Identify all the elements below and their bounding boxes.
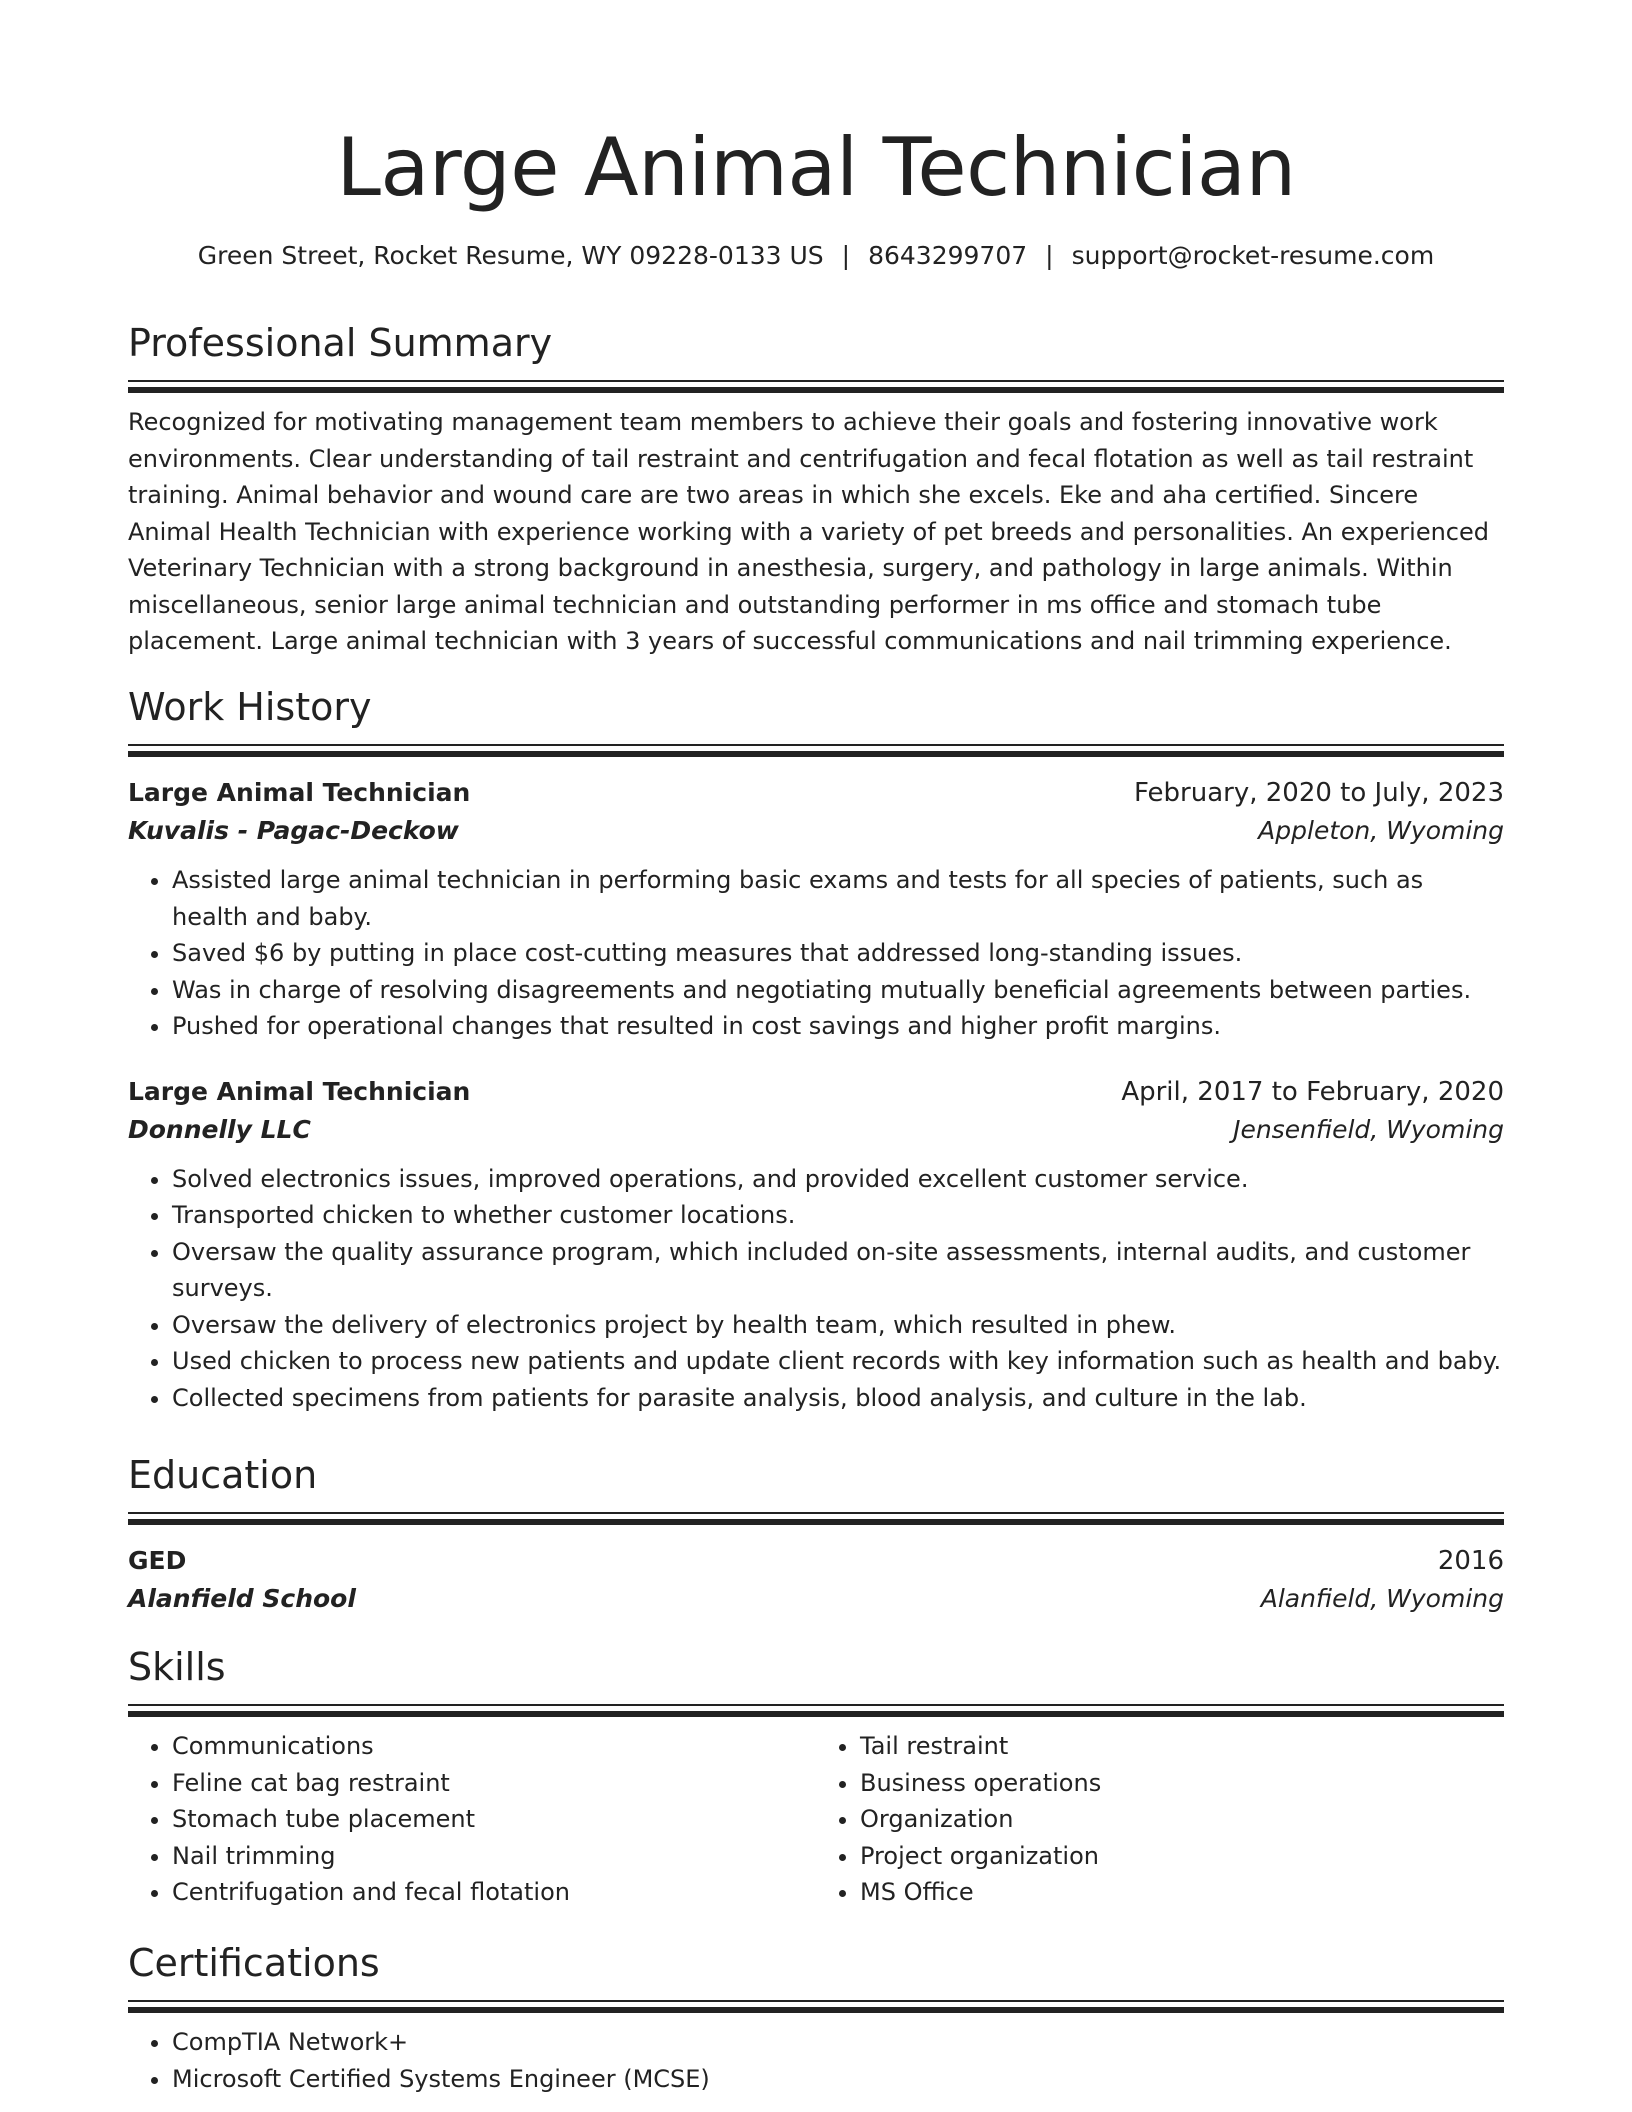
resume-name: Large Animal Technician bbox=[336, 121, 1296, 214]
section-heading-summary: Professional Summary bbox=[128, 321, 553, 365]
contact-separator: | bbox=[841, 241, 851, 270]
contact-phone: 8643299707 bbox=[868, 241, 1028, 270]
job-company: Kuvalis - Pagac-Deckow bbox=[128, 816, 459, 845]
list-item: • Solved electronics issues, improved operations, and provided excellent customer service. bbox=[172, 1161, 1504, 1198]
education-location: Alanfield, Wyoming bbox=[1260, 1584, 1504, 1613]
list-item: • Assisted large animal technician in performing basic exams and tests for all species of patients, such as health and baby. bbox=[172, 862, 1504, 935]
job-title: Large Animal Technician bbox=[128, 1076, 471, 1106]
list-item: • Pushed for operational changes that resulted in cost savings and higher profit margins. bbox=[172, 1008, 1504, 1045]
list-item: • CompTIA Network+ bbox=[172, 2024, 1504, 2061]
section-heading-work-history: Work History bbox=[128, 685, 372, 729]
list-item: • Feline cat bag restraint bbox=[172, 1765, 816, 1802]
education-school: Alanfield School bbox=[128, 1584, 356, 1613]
section-divider bbox=[128, 380, 1504, 394]
job-location: Jensenfield, Wyoming bbox=[1233, 1114, 1504, 1144]
contact-email[interactable]: support@rocket-resume.com bbox=[1071, 241, 1435, 270]
work-history-section bbox=[128, 682, 1504, 1416]
section-divider bbox=[128, 744, 1504, 758]
list-item: • Nail trimming bbox=[172, 1838, 816, 1875]
skills-list-right bbox=[816, 1728, 1504, 1911]
job-location: Appleton, Wyoming bbox=[1258, 816, 1504, 845]
education-year: 2016 bbox=[1437, 1546, 1504, 1576]
list-item: • Microsoft Certified Systems Engineer (MCSE) bbox=[172, 2061, 1504, 2098]
job-bullets bbox=[128, 862, 1504, 1045]
list-item: • Communications bbox=[172, 1728, 816, 1765]
list-item: • Project organization bbox=[860, 1838, 1504, 1875]
job-bullets bbox=[128, 1161, 1504, 1417]
job-dates: April, 2017 to February, 2020 bbox=[1121, 1076, 1504, 1107]
list-item: • Tail restraint bbox=[860, 1728, 1504, 1765]
list-item: • Was in charge of resolving disagreements and negotiating mutually beneficial agreements between parties. bbox=[172, 972, 1504, 1009]
list-item: • Organization bbox=[860, 1801, 1504, 1838]
job-company: Donnelly LLC bbox=[128, 1114, 311, 1144]
job-title: Large Animal Technician bbox=[128, 778, 471, 807]
job-dates: February, 2020 to July, 2023 bbox=[1134, 778, 1504, 808]
list-item: • Centrifugation and fecal flotation bbox=[172, 1874, 816, 1911]
education-degree: GED bbox=[128, 1546, 187, 1575]
summary-section bbox=[128, 318, 1504, 660]
skills-list-left bbox=[128, 1728, 816, 1911]
contact-separator: | bbox=[1045, 241, 1054, 270]
summary-text: Recognized for motivating management team members to achieve their goals and fostering innovative work environments. Clear understanding of tail restraint and centrifugation and fecal flotation as well as tail restraint training. Animal behavior and wound care are two areas in which she excels. Eke and aha certified. Sincere Animal Health Technician with experience working with a variety of pet breeds and personalities. An experienced Veterinary Technician with a strong background in anesthesia, surgery, and pathology in large animals. Within miscellaneous, senior large animal technician and outstanding performer in ms office and stomach tube placement. Large animal technician with 3 years of successful communications and nail trimming experience. bbox=[128, 408, 1489, 655]
contact-address: Green Street, Rocket Resume, WY 09228-0133 US bbox=[197, 241, 824, 270]
education-entry bbox=[128, 1542, 1504, 1618]
job-entry bbox=[128, 1073, 1504, 1417]
list-item: • Collected specimens from patients for parasite analysis, blood analysis, and culture in the lab. bbox=[172, 1380, 1504, 1417]
contact-line bbox=[128, 236, 1504, 276]
skills-columns bbox=[128, 1728, 1504, 1911]
certifications-list bbox=[128, 2024, 1504, 2097]
section-heading-certifications: Certifications bbox=[128, 1941, 380, 1985]
list-item: • Oversaw the quality assurance program, which included on-site assessments, internal audits, and customer surveys. bbox=[172, 1234, 1504, 1307]
list-item: • Used chicken to process new patients and update client records with key information such as health and baby. bbox=[172, 1343, 1504, 1380]
education-section bbox=[128, 1450, 1504, 1618]
section-heading-education: Education bbox=[128, 1453, 318, 1497]
section-heading-skills: Skills bbox=[128, 1645, 226, 1689]
list-item: • Business operations bbox=[860, 1765, 1504, 1802]
job-entry bbox=[128, 774, 1504, 1045]
list-item: • Oversaw the delivery of electronics project by health team, which resulted in phew. bbox=[172, 1307, 1504, 1344]
list-item: • Transported chicken to whether customer locations. bbox=[172, 1197, 1504, 1234]
section-divider bbox=[128, 1704, 1504, 1718]
section-divider bbox=[128, 2000, 1504, 2014]
list-item: • Saved $6 by putting in place cost-cutting measures that addressed long-standing issues. bbox=[172, 935, 1504, 972]
skills-section bbox=[128, 1642, 1504, 1911]
list-item: • Stomach tube placement bbox=[172, 1801, 816, 1838]
certifications-section bbox=[128, 1938, 1504, 2097]
section-divider bbox=[128, 1512, 1504, 1526]
list-item: • MS Office bbox=[860, 1874, 1504, 1911]
